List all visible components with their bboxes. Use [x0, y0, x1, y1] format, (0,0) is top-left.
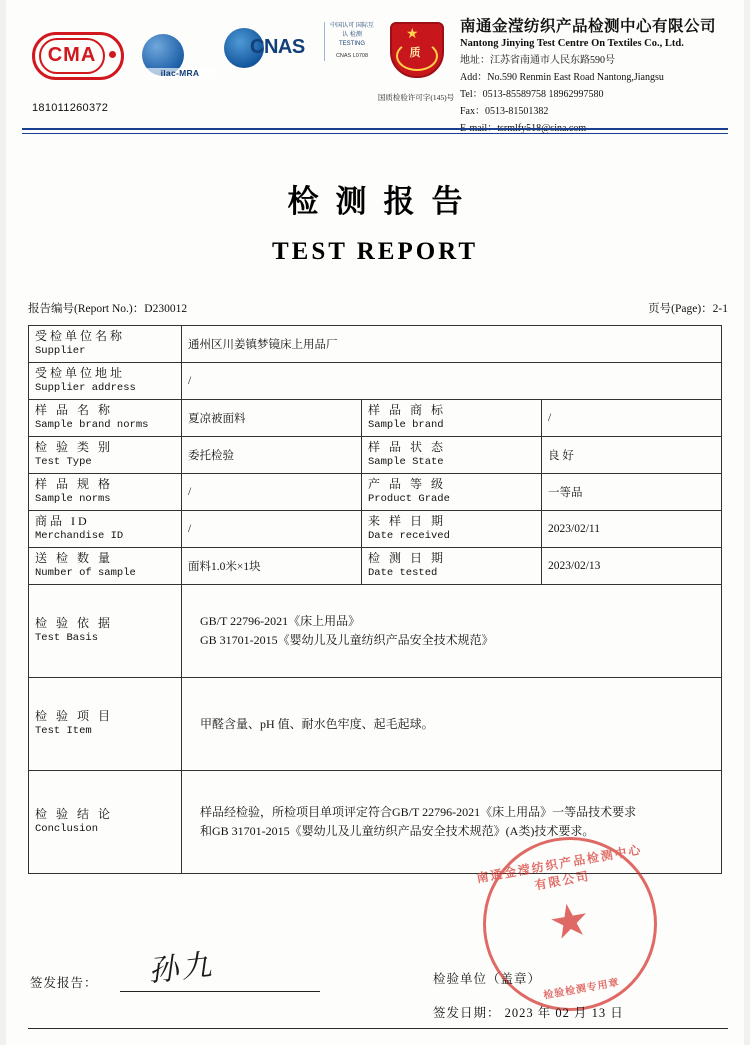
table-row-test-item — [29, 678, 722, 771]
cnas-logo-label: CNAS — [250, 36, 305, 58]
label-en: Sample norms — [35, 493, 111, 505]
table-row — [29, 548, 722, 585]
label-cn: 样 品 规 格 — [35, 477, 114, 491]
label-cn: 受检单位地址 — [35, 366, 126, 380]
label-cn: 样 品 状 态 — [368, 440, 447, 454]
conclusion-line-2: 和GB 31701-2015《婴幼儿及儿童纺织产品安全技术规范》(A类)技术要求。 — [200, 824, 595, 838]
report-number-label: 报告编号(Report No.)： — [28, 303, 145, 315]
cma-logo-label: CMA — [39, 38, 105, 74]
org-fax: Fax：0513-81501382 — [460, 106, 549, 117]
report-number-value: D230012 — [144, 303, 188, 315]
header-divider — [22, 128, 728, 134]
label-cn: 检 验 类 别 — [35, 440, 114, 454]
row-label-sample-brand — [362, 400, 542, 437]
row-value-date-tested: 2023/02/13 — [542, 548, 722, 585]
row-label-supplier — [29, 326, 182, 363]
row-value-sample-brand-norms: 夏凉被面料 — [182, 400, 362, 437]
org-tel: Tel：0513-85589758 18962997580 — [460, 89, 604, 100]
row-value-date-received: 2023/02/11 — [542, 511, 722, 548]
cnas-sub-en: TESTING — [338, 41, 365, 47]
test-basis-line-1: GB/T 22796-2021《床上用品》 — [200, 614, 361, 628]
table-row-test-basis — [29, 585, 722, 678]
cma-logo-icon — [32, 32, 124, 80]
label-cn: 产 品 等 级 — [368, 477, 447, 491]
label-cn: 检 验 结 论 — [35, 807, 114, 821]
document-footer — [28, 842, 728, 1035]
table-row — [29, 363, 722, 400]
issue-date-prefix: 签发日期： — [433, 1006, 501, 1020]
certificate-number: 181011260372 — [32, 102, 109, 114]
cnas-code: CNAS L0708 — [335, 53, 369, 59]
report-number-line — [28, 300, 187, 316]
row-value-supplier: 通州区川姜镇梦镜床上用品厂 — [182, 326, 722, 363]
row-value-sample-brand: / — [542, 400, 722, 437]
cma-logo-dot — [109, 51, 116, 58]
row-value-test-item — [182, 678, 722, 771]
handwritten-signature: 孙九 — [146, 948, 216, 989]
label-cn: 商品 ID — [35, 514, 90, 528]
page-edge-left — [0, 0, 6, 1045]
footer-divider — [28, 1028, 728, 1029]
page-number-value: 2-1 — [712, 303, 728, 315]
row-label-date-tested — [362, 548, 542, 585]
issue-month: 02 — [555, 1006, 570, 1020]
row-label-supplier-address — [29, 363, 182, 400]
label-en: Number of sample — [35, 567, 136, 579]
org-name-cn: 南通金滢纺织产品检测中心有限公司 — [460, 18, 717, 35]
label-en: Date received — [368, 530, 450, 542]
stamp-top-text: 南通金滢纺织产品检测中心有限公司 — [475, 842, 644, 893]
issue-month-unit: 月 — [574, 1006, 588, 1020]
label-en: Date tested — [368, 567, 438, 579]
stamp-bottom-text: 检验检测专用章 — [542, 977, 621, 1002]
page-edge-right — [744, 0, 750, 1045]
table-row — [29, 437, 722, 474]
row-label-date-received — [362, 511, 542, 548]
page-title-cn: 检测报告 — [287, 184, 480, 219]
row-label-test-basis — [29, 585, 182, 678]
issue-date-line — [433, 1003, 624, 1021]
stamp-star-icon: ★ — [544, 892, 595, 950]
label-en: Conclusion — [35, 823, 99, 835]
label-cn: 检 验 项 目 — [35, 709, 114, 723]
org-address-en: Add：No.590 Renmin East Road Nantong,Jiangsu — [460, 72, 664, 83]
row-label-sample-state — [362, 437, 542, 474]
label-cn: 受检单位名称 — [35, 329, 126, 343]
issuer-seal-label: 检验单位（盖章） — [433, 972, 542, 986]
organization-block — [460, 14, 728, 134]
ilac-logo-label: ilac-MRA — [144, 68, 216, 78]
org-address-cn: 地址：江苏省南通市人民东路590号 — [460, 55, 615, 66]
report-table — [28, 325, 722, 874]
table-row — [29, 511, 722, 548]
report-meta — [28, 300, 728, 316]
cnas-accreditation-note — [324, 22, 376, 61]
cnas-logo-icon — [224, 28, 320, 86]
page-title-en: TEST REPORT — [271, 238, 479, 265]
row-value-sample-state: 良 好 — [542, 437, 722, 474]
row-label-test-item — [29, 678, 182, 771]
label-en: Merchandise ID — [35, 530, 124, 542]
row-label-conclusion — [29, 771, 182, 874]
org-name-en: Nantong Jinying Test Centre On Textiles Co., Ltd. — [460, 38, 684, 49]
label-en: Supplier address — [35, 382, 136, 394]
row-value-number-of-sample: 面料1.0米×1块 — [182, 548, 362, 585]
accreditation-logos — [24, 16, 455, 106]
label-cn: 样 品 名 称 — [35, 403, 114, 417]
row-value-merchandise-id: / — [182, 511, 362, 548]
document-header — [24, 14, 728, 134]
label-cn: 样 品 商 标 — [368, 403, 447, 417]
row-value-sample-norms: / — [182, 474, 362, 511]
label-en: Test Type — [35, 456, 92, 468]
issue-day: 13 — [591, 1006, 607, 1020]
label-en: Sample brand norms — [35, 419, 149, 431]
issue-day-unit: 日 — [610, 1006, 624, 1020]
emblem-caption: 国质检验许可字(145)号 — [377, 93, 455, 102]
label-cn: 检 验 依 据 — [35, 616, 114, 630]
row-label-sample-norms — [29, 474, 182, 511]
label-en: Product Grade — [368, 493, 450, 505]
row-value-test-basis — [182, 585, 722, 678]
emblem-star-icon: ★ — [406, 27, 419, 42]
test-item-line-1: 甲醛含量、pH 值、耐水色牢度、起毛起球。 — [200, 716, 434, 731]
row-label-number-of-sample — [29, 548, 182, 585]
label-en: Test Basis — [35, 632, 99, 644]
label-cn: 送 检 数 量 — [35, 551, 114, 565]
row-value-product-grade: 一等品 — [542, 474, 722, 511]
table-row — [29, 400, 722, 437]
row-label-merchandise-id — [29, 511, 182, 548]
row-label-sample-brand-norms — [29, 400, 182, 437]
table-row — [29, 326, 722, 363]
page-number-label: 页号(Page)： — [648, 303, 713, 315]
test-basis-line-2: GB 31701-2015《婴幼儿及儿童纺织产品安全技术规范》 — [200, 633, 494, 647]
national-emblem-icon — [384, 22, 446, 88]
signature-line — [120, 991, 320, 992]
emblem-character: 质 — [409, 47, 421, 59]
row-label-test-type — [29, 437, 182, 474]
ilac-mra-logo-icon — [142, 32, 216, 80]
cnas-sub-cn: 中国认可 国际互认 检测 — [330, 23, 374, 38]
issue-year-unit: 年 — [537, 1006, 552, 1020]
page-number-line — [648, 300, 728, 316]
label-cn: 检 测 日 期 — [368, 551, 447, 565]
org-email: E-mail：tsrmlfy518@sina.com — [460, 123, 587, 134]
label-cn: 来 样 日 期 — [368, 514, 447, 528]
issue-year: 2023 — [504, 1006, 534, 1020]
row-value-test-type: 委托检验 — [182, 437, 362, 474]
label-en: Test Item — [35, 725, 92, 737]
signature-label: 签发报告： — [30, 976, 98, 990]
table-row — [29, 474, 722, 511]
row-value-supplier-address: / — [182, 363, 722, 400]
conclusion-line-1: 样品经检验，所检项目单项评定符合GB/T 22796-2021《床上用品》一等品技术要求 — [200, 805, 637, 819]
label-en: Supplier — [35, 345, 86, 357]
label-en: Sample State — [368, 456, 444, 468]
row-label-product-grade — [362, 474, 542, 511]
label-en: Sample brand — [368, 419, 444, 431]
